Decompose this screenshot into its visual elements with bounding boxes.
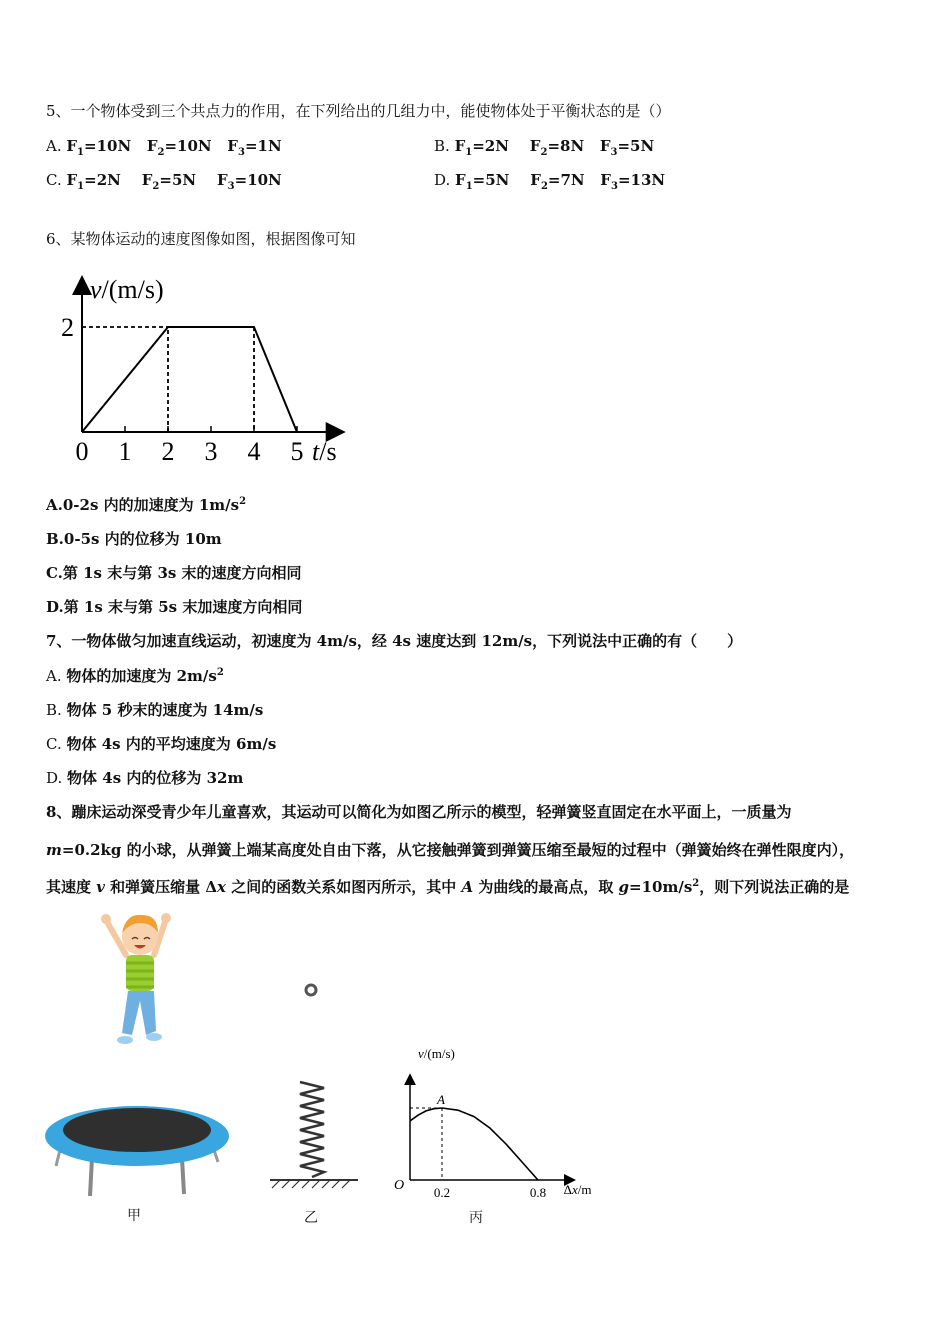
chart1-y-tick-label: 2 [61, 313, 74, 342]
q5-option-b[interactable]: B. $F_1=2N$ $F_2=8N$ $F_3=5N$ [434, 137, 655, 158]
q5-stem: 5、一个物体受到三个共点力的作用，在下列给出的几组力中，能使物体处于平衡状态的是（） [46, 102, 671, 120]
chart1-xlabel: t/s [312, 437, 337, 466]
chart1-series-line [82, 327, 297, 432]
chart1-x-tick-label: 0 [75, 437, 89, 466]
chart2-xlabel: Δx/m [563, 1182, 592, 1197]
boy-jumping-illustration [96, 905, 186, 1050]
spring-model-diagram [262, 980, 362, 1200]
q6-option-a[interactable]: A.0-2s 内的加速度为 $1m/s^2$ [46, 496, 247, 514]
chart2-ylabel: v/(m/s) [418, 1046, 455, 1061]
q5-option-c[interactable]: C. $F_1=2N$ $F_2=5N$ $F_3=10N$ [46, 171, 282, 192]
q7-option-b[interactable]: B. 物体 5 秒末的速度为 14m/s [46, 701, 264, 719]
chart2-series-curve [410, 1108, 538, 1180]
figure-label-jia: 甲 [127, 1208, 141, 1224]
q6-option-d[interactable]: D.第 1s 末与第 5s 末加速度方向相同 [46, 598, 303, 616]
q7-option-a[interactable]: A. 物体的加速度为 $2m/s^2$ [46, 667, 224, 685]
velocity-compression-chart [388, 1040, 608, 1210]
q5-option-d[interactable]: D. $F_1=5N$ $F_2=7N$ $F_3=13N$ [434, 171, 666, 192]
chart1-x-tick-label: 3 [204, 437, 218, 466]
chart1-x-tick-label: 2 [161, 437, 175, 466]
q6-option-b[interactable]: B.0-5s 内的位移为 10m [46, 530, 222, 548]
q8-line3: 其速度 v 和弹簧压缩量 Δx 之间的函数关系如图丙所示，其中 A 为曲线的最高点，取 $g=10m/s^2$，则下列说法正确的是 [46, 878, 850, 896]
trampoline-illustration [42, 1100, 232, 1200]
q8-line1: 8、蹦床运动深受青少年儿童喜欢，其运动可以简化为如图乙所示的模型，轻弹簧竖直固定在水平面上，一质量为 [46, 803, 792, 821]
q8-line2: m=0.2kg 的小球，从弹簧上端某高度处自由下落，从它接触弹簧到弹簧压缩至最短的过程中（弹簧始终在弹性限度内）， [46, 841, 855, 859]
chart2-x-tick-label: 0.8 [529, 1185, 547, 1200]
trampoline-mat [63, 1108, 211, 1152]
chart2-x-tick-label: 0.2 [433, 1185, 451, 1200]
spring-icon [300, 1082, 324, 1177]
boy-pants [122, 991, 156, 1035]
q5-option-a[interactable]: A. $F_1=10N$ $F_2=10N$ $F_3=1N$ [46, 137, 282, 158]
chart2-origin-label: O [394, 1178, 405, 1193]
ball-icon [306, 985, 316, 995]
q6-option-c[interactable]: C.第 1s 末与第 3s 末的速度方向相同 [46, 564, 302, 582]
figure-label-bing: 丙 [469, 1210, 483, 1226]
figure-label-yi: 乙 [304, 1210, 318, 1226]
q7-option-d[interactable]: D. 物体 4s 内的位移为 32m [46, 769, 244, 787]
q7-stem: 7、一物体做匀加速直线运动，初速度为 4m/s，经 4s 速度达到 12m/s，下列说法中正确的有（ ） [46, 632, 743, 650]
chart1-x-tick-label: 5 [290, 437, 304, 466]
q6-stem: 6、某物体运动的速度图像如图，根据图像可知 [46, 230, 356, 248]
chart2-peak-label: A [437, 1092, 445, 1107]
chart1-x-tick-label: 1 [118, 437, 132, 466]
q7-option-c[interactable]: C. 物体 4s 内的平均速度为 6m/s [46, 735, 277, 753]
velocity-time-chart [55, 262, 395, 472]
chart1-ylabel: v/(m/s) [90, 275, 164, 304]
chart1-x-tick-label: 4 [247, 437, 261, 466]
